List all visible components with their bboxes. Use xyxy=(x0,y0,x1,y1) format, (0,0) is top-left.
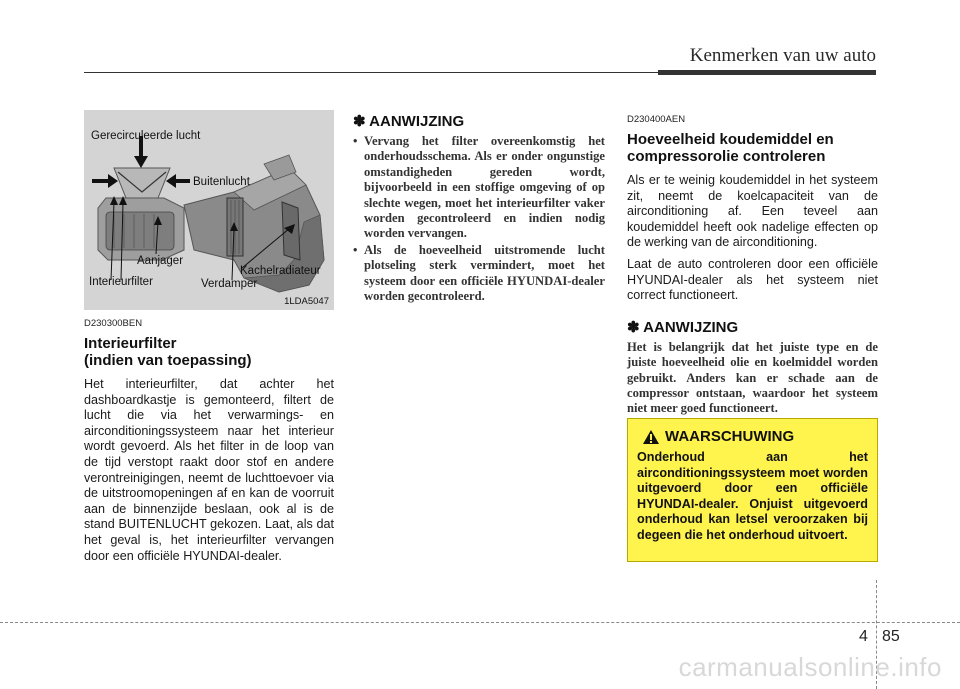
page-number: 85 xyxy=(882,628,900,645)
footer-rule xyxy=(0,622,960,623)
section-body: Laat de auto controleren door een officiële HYUNDAI-dealer als het systeem niet correct functioneert. xyxy=(627,256,878,303)
note-item: • Als de hoeveelheid uitstromende lucht plotseling sterk vermindert, moet het systeem door een officiële HYUNDAI-dealer worden gecontroleerd. xyxy=(353,243,605,305)
header-title: Kenmerken van uw auto xyxy=(689,45,876,66)
note-list xyxy=(353,134,605,304)
column-middle xyxy=(353,110,605,305)
section-code: D230400AEN xyxy=(627,114,686,125)
section-title-line2: compressorolie controleren xyxy=(627,148,826,165)
watermark: carmanualsonline.info xyxy=(678,652,942,682)
warning-box xyxy=(627,418,878,562)
column-left xyxy=(84,110,334,570)
warning-triangle-icon xyxy=(642,429,660,445)
label-evaporator: Verdamper xyxy=(201,278,258,290)
note-item: • Vervang het filter overeenkomstig het onderhoudsschema. Als er onder ongunstige omstandigheden gereden wordt, bijvoorbeeld in een stoffige omgeving of op slechte wegen, moet het interieurfilter vaker worden gecontroleerd en indien nodig worden vervangen. xyxy=(353,134,605,242)
section-title xyxy=(84,335,334,369)
note-text: Het is belangrijk dat het juiste type en de juiste hoeveelheid olie en koelmiddel worden gebruikt. Anders kan er schade aan de compressor ontstaan, waardoor het systeem niet meer goed functioneert. xyxy=(627,339,878,416)
section-code: D230300BEN xyxy=(84,318,143,329)
label-recirculated-air: Gerecirculeerde lucht xyxy=(91,130,201,142)
section-title-line1: Interieurfilter xyxy=(84,335,177,352)
section-title-line2: (indien van toepassing) xyxy=(84,352,252,369)
warning-title: WAARSCHUWING xyxy=(665,428,795,445)
section-body: Als er te weinig koudemiddel in het systeem zit, neemt de koelcapaciteit van de airconditioning af. Een teveel aan koudemiddel heeft ook nadelige effecten op de werking van de airconditioning. xyxy=(627,173,878,250)
label-blower: Aanjager xyxy=(137,255,184,267)
chapter-number: 4 xyxy=(859,628,868,645)
label-interior-filter: Interieurfilter xyxy=(89,276,153,288)
figure-code: 1LDA5047 xyxy=(284,296,329,307)
note-title: ✽ AANWIJZING xyxy=(353,113,465,130)
section-title xyxy=(627,131,878,165)
note-title: ✽ AANWIJZING xyxy=(627,318,739,336)
header-rule-accent xyxy=(658,70,876,75)
column-right xyxy=(627,110,878,417)
label-outside-air: Buitenlucht xyxy=(193,176,250,188)
section-body: Het interieurfilter, dat achter het dashboardkastje is gemonteerd, filtert de lucht die via het verwarmings- en airconditioningssysteem naar het interieur wordt gevoerd. Als het filter in de loop van de tijd verstopt raakt door stof en andere verontreinigingen, neemt de luchttoevoer via de uitstroomopeningen af en kan de voorruit aan de binnenzijde beslaan, ook al is de stand BUITENLUCHT gekozen. Laat, als dat het geval is, het interieurfilter vervangen door een officiële HYUNDAI-dealer. xyxy=(84,377,334,563)
section-title-line1: Hoeveelheid koudemiddel en xyxy=(627,131,834,148)
hvac-diagram xyxy=(84,110,334,310)
warning-text: Onderhoud aan het airconditioningssysteem moet worden uitgevoerd door een officiële HYUNDAI-dealer. Onjuist uitgevoerd onderhoud kan letsel veroorzaken bij degeen die het onderhoud uitvoert. xyxy=(637,450,868,542)
label-heater-core: Kachelradiateur xyxy=(240,265,321,277)
warning-header xyxy=(642,428,794,445)
